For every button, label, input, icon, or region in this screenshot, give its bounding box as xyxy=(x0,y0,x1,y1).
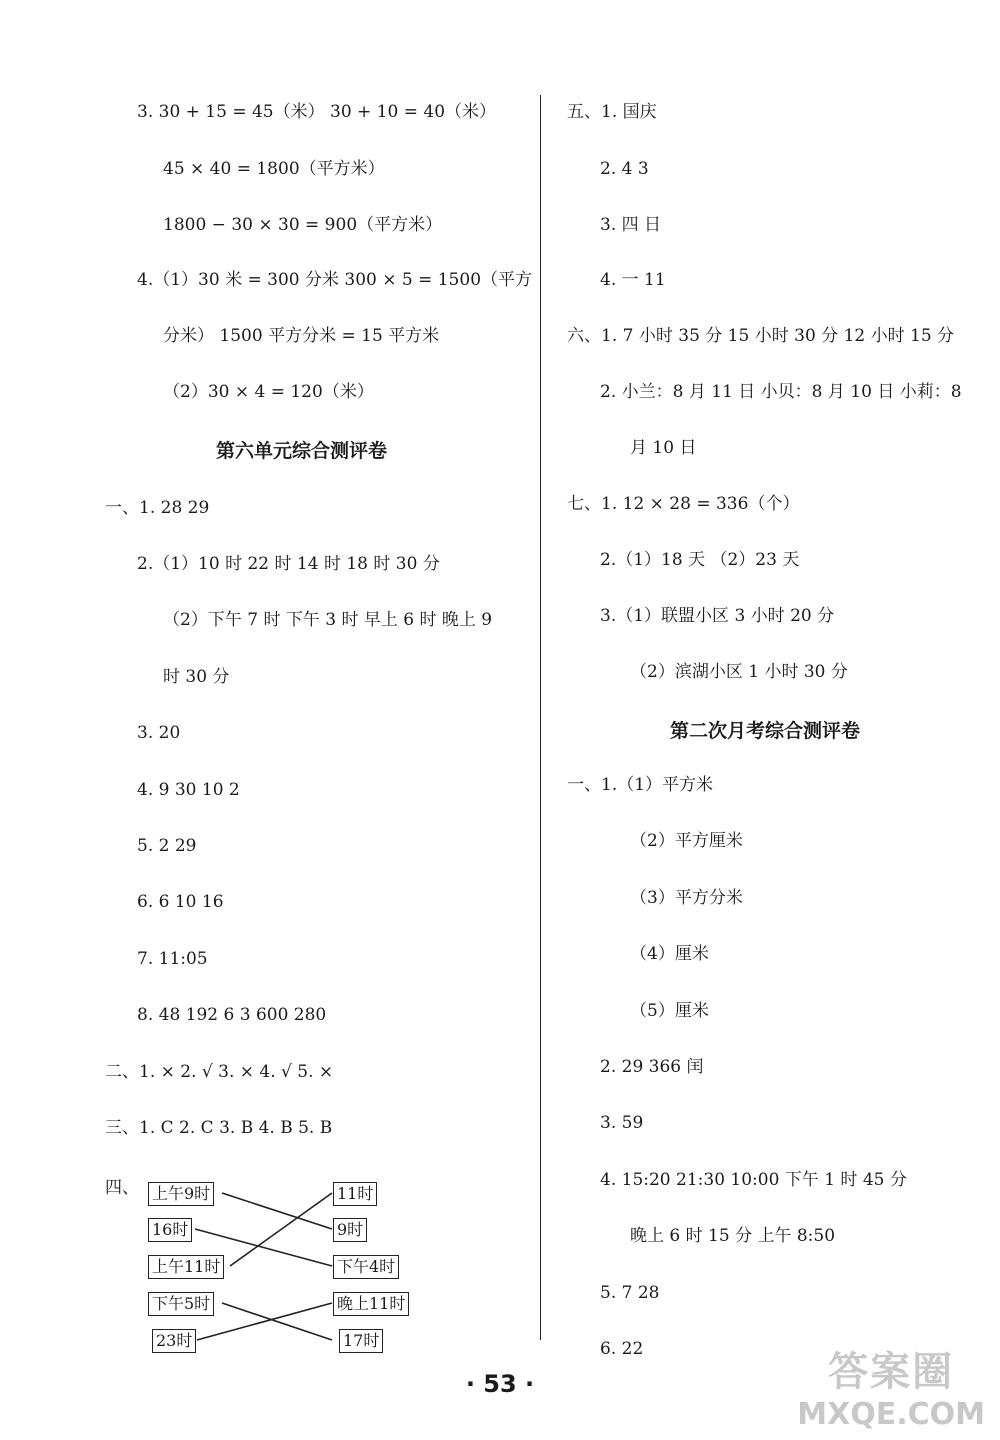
answer-line: （4）厘米 xyxy=(630,944,709,964)
answer-line: 2. 小兰：8 月 11 日 小贝：8 月 10 日 小莉：8 xyxy=(600,382,962,402)
answer-line: （5）厘米 xyxy=(630,1001,709,1021)
answer-line: 8. 48 192 6 3 600 280 xyxy=(137,1005,327,1025)
answer-line: 5. 2 29 xyxy=(137,836,197,856)
page-number: · 53 · xyxy=(465,1370,535,1398)
answer-line: 六、1. 7 小时 35 分 15 小时 30 分 12 小时 15 分 xyxy=(567,326,955,346)
answer-line: 6. 6 10 16 xyxy=(137,892,224,912)
answer-line: （2）平方厘米 xyxy=(630,831,743,851)
answer-line: （3）平方分米 xyxy=(630,888,743,908)
column-divider xyxy=(540,95,541,1340)
answer-line: 3.（1）联盟小区 3 小时 20 分 xyxy=(600,606,835,626)
answer-line: 五、1. 国庆 xyxy=(567,102,657,122)
answer-line: （2）30 × 4 = 120（米） xyxy=(163,382,374,402)
match-right-item: 下午4时 xyxy=(333,1255,399,1279)
answer-line: 2.（1）18 天 （2）23 天 xyxy=(600,550,800,570)
answer-line: 一、1. 28 29 xyxy=(105,498,210,518)
answer-line: 3. 59 xyxy=(600,1113,644,1133)
answer-line: 四、 xyxy=(105,1178,139,1198)
match-line xyxy=(222,1193,332,1229)
answer-line: 7. 11:05 xyxy=(137,949,208,969)
watermark-url: MXQE.COM xyxy=(797,1397,985,1432)
answer-line: 二、1. × 2. √ 3. × 4. √ 5. × xyxy=(105,1062,334,1082)
answer-line: 5. 7 28 xyxy=(600,1283,660,1303)
match-left-item: 16时 xyxy=(148,1218,192,1242)
match-left-item: 23时 xyxy=(152,1329,196,1353)
answer-line: 3. 四 日 xyxy=(600,215,662,235)
match-line xyxy=(230,1193,332,1266)
answer-line: 6. 22 xyxy=(600,1339,644,1359)
match-right-item: 9时 xyxy=(333,1218,367,1242)
match-left-item: 下午5时 xyxy=(148,1292,214,1316)
answer-line: 三、1. C 2. C 3. B 4. B 5. B xyxy=(105,1118,333,1138)
answer-line: 2. 29 366 闰 xyxy=(600,1057,704,1077)
answer-line: 2.（1）10 时 22 时 14 时 18 时 30 分 xyxy=(137,554,440,574)
section-heading: 第二次月考综合测评卷 xyxy=(670,720,861,742)
answer-line: 一、1.（1）平方米 xyxy=(567,775,714,795)
answer-line: 七、1. 12 × 28 = 336（个） xyxy=(567,494,800,514)
watermark-logo xyxy=(797,1340,985,1432)
match-right-item: 晚上11时 xyxy=(333,1292,409,1316)
answer-line: 时 30 分 xyxy=(163,667,230,687)
answer-line: 月 10 日 xyxy=(630,438,697,458)
answer-line: 晚上 6 时 15 分 上午 8:50 xyxy=(630,1226,836,1246)
match-right-item: 17时 xyxy=(339,1329,383,1353)
answer-line: （2）下午 7 时 下午 3 时 早上 6 时 晚上 9 xyxy=(163,610,493,630)
answer-line: 4. 一 11 xyxy=(600,270,666,290)
match-right-item: 11时 xyxy=(333,1182,377,1206)
answer-line: （2）滨湖小区 1 小时 30 分 xyxy=(630,662,848,682)
answer-line: 2. 4 3 xyxy=(600,159,649,179)
watermark-text: 答案圈 xyxy=(828,1349,955,1395)
answer-line: 3. 20 xyxy=(137,723,181,743)
section-heading: 第六单元综合测评卷 xyxy=(216,440,388,462)
answer-line: 4. 9 30 10 2 xyxy=(137,780,240,800)
answer-line: 45 × 40 = 1800（平方米） xyxy=(163,159,385,179)
answer-line: 4. 15:20 21:30 10:00 下午 1 时 45 分 xyxy=(600,1170,907,1190)
answer-line: 4.（1）30 米 = 300 分米 300 × 5 = 1500（平方 xyxy=(137,270,533,290)
match-line xyxy=(222,1303,332,1340)
answer-line: 分米） 1500 平方分米 = 15 平方米 xyxy=(163,326,440,346)
answer-line: 1800 − 30 × 30 = 900（平方米） xyxy=(163,215,443,235)
match-line xyxy=(197,1303,332,1340)
answer-line: 3. 30 + 15 = 45（米） 30 + 10 = 40（米） xyxy=(137,102,497,122)
match-left-item: 上午9时 xyxy=(148,1182,214,1206)
match-left-item: 上午11时 xyxy=(148,1255,224,1279)
